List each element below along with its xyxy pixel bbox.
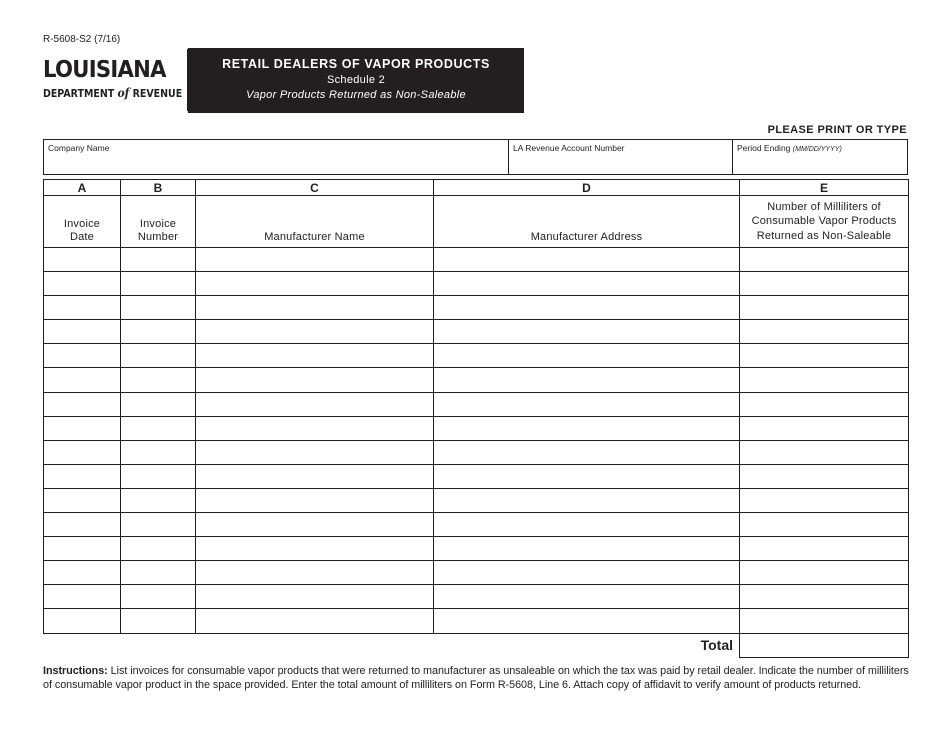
column-letter-a: A <box>44 180 121 196</box>
table-row <box>44 464 909 488</box>
table-cell[interactable] <box>44 537 121 561</box>
table-cell[interactable] <box>121 561 196 585</box>
header-text: Number of Milliliters of <box>767 200 881 213</box>
table-cell[interactable] <box>740 344 909 368</box>
header-invoice-number <box>121 196 196 248</box>
table-cell[interactable] <box>196 272 434 296</box>
table-cell[interactable] <box>196 513 434 537</box>
table-cell[interactable] <box>44 248 121 272</box>
table-cell[interactable] <box>44 513 121 537</box>
table-row <box>44 344 909 368</box>
table-cell[interactable] <box>434 513 740 537</box>
table-cell[interactable] <box>196 392 434 416</box>
table-cell[interactable] <box>44 416 121 440</box>
column-headers-row <box>44 196 909 248</box>
table-cell[interactable] <box>121 296 196 320</box>
table-cell[interactable] <box>196 464 434 488</box>
table-cell[interactable] <box>121 368 196 392</box>
table-cell[interactable] <box>434 585 740 609</box>
table-cell[interactable] <box>196 296 434 320</box>
header-text: Invoice <box>139 218 177 230</box>
table-cell[interactable] <box>434 488 740 512</box>
table-cell[interactable] <box>434 537 740 561</box>
period-ending-label: Period Ending <box>737 143 791 153</box>
table-cell[interactable] <box>434 344 740 368</box>
table-cell[interactable] <box>44 272 121 296</box>
table-row <box>44 561 909 585</box>
header-text: Date <box>69 231 95 243</box>
louisiana-revenue-logo <box>43 49 188 111</box>
column-letters-row <box>44 180 909 196</box>
table-row <box>44 416 909 440</box>
form-title-box <box>188 48 524 113</box>
account-number-field[interactable] <box>509 140 733 174</box>
table-cell[interactable] <box>434 609 740 633</box>
table-row <box>44 368 909 392</box>
table-cell[interactable] <box>740 392 909 416</box>
table-cell[interactable] <box>44 344 121 368</box>
table-cell[interactable] <box>740 248 909 272</box>
period-ending-field[interactable] <box>733 140 907 174</box>
table-cell[interactable] <box>121 344 196 368</box>
table-body <box>44 248 909 634</box>
table-cell[interactable] <box>196 440 434 464</box>
table-cell[interactable] <box>196 368 434 392</box>
table-row <box>44 440 909 464</box>
table-cell[interactable] <box>196 344 434 368</box>
header-text: Number <box>137 231 179 243</box>
logo-subtitle <box>43 86 182 100</box>
table-cell[interactable] <box>740 368 909 392</box>
header-text: Returned as Non-Saleable <box>756 229 892 242</box>
print-instruction: PLEASE PRINT OR TYPE <box>767 124 907 136</box>
table-cell[interactable] <box>121 464 196 488</box>
header-text: Consumable Vapor Products <box>751 215 897 228</box>
column-letter-b: B <box>121 180 196 196</box>
table-row <box>44 272 909 296</box>
table-cell[interactable] <box>196 585 434 609</box>
table-row <box>44 392 909 416</box>
instructions-text: List invoices for consumable vapor products that were returned to manufacturer as unsaleable on which the tax was paid by retail dealer. Indicate the number of milliliters of consumable vapor product in the space provided. Enter the total amount of milliliters on Form R-5608, Line 6. Attach copy of affidavit to verify amount of products returned. <box>43 665 909 691</box>
table-cell[interactable] <box>196 248 434 272</box>
table-cell[interactable] <box>44 585 121 609</box>
table-cell[interactable] <box>434 248 740 272</box>
table-row <box>44 248 909 272</box>
form-id: R-5608-S2 (7/16) <box>43 34 121 45</box>
logo-sub-department: DEPARTMENT <box>43 88 115 100</box>
table-cell[interactable] <box>434 440 740 464</box>
column-letter-e: E <box>740 180 909 196</box>
table-row <box>44 609 909 633</box>
column-letter-d: D <box>434 180 740 196</box>
table-cell[interactable] <box>44 368 121 392</box>
header-manufacturer-name <box>196 196 434 248</box>
logo-sub-of: of <box>117 86 130 100</box>
table-cell[interactable] <box>121 248 196 272</box>
table-row <box>44 513 909 537</box>
company-name-label: Company Name <box>48 143 110 153</box>
table-cell[interactable] <box>740 585 909 609</box>
table-cell[interactable] <box>434 296 740 320</box>
taxpayer-info-box <box>43 139 908 175</box>
table-cell[interactable] <box>121 488 196 512</box>
table-cell[interactable] <box>434 464 740 488</box>
table-cell[interactable] <box>121 392 196 416</box>
form-title: RETAIL DEALERS OF VAPOR PRODUCTS <box>222 57 490 71</box>
company-name-field[interactable] <box>44 140 509 174</box>
schedule-label: Schedule 2 <box>326 74 386 86</box>
instructions-label: Instructions: <box>43 665 108 677</box>
table-cell[interactable] <box>44 440 121 464</box>
table-row <box>44 296 909 320</box>
table-cell[interactable] <box>740 416 909 440</box>
header-milliliters <box>740 196 909 248</box>
table-cell[interactable] <box>196 537 434 561</box>
table-cell[interactable] <box>121 416 196 440</box>
table-cell[interactable] <box>740 320 909 344</box>
table-row <box>44 537 909 561</box>
table-cell[interactable] <box>434 392 740 416</box>
header-text: Manufacturer Address <box>530 231 643 243</box>
table-cell[interactable] <box>44 392 121 416</box>
table-cell[interactable] <box>44 296 121 320</box>
table-cell[interactable] <box>196 416 434 440</box>
period-format-hint: (MM/DD/YYYY) <box>792 146 842 153</box>
table-cell[interactable] <box>44 464 121 488</box>
total-spacer <box>44 633 434 657</box>
table-cell[interactable] <box>434 416 740 440</box>
header-text: Manufacturer Name <box>264 231 365 243</box>
table-cell[interactable] <box>740 513 909 537</box>
table-cell[interactable] <box>740 537 909 561</box>
table-cell[interactable] <box>44 609 121 633</box>
table-cell[interactable] <box>434 561 740 585</box>
table-cell[interactable] <box>121 609 196 633</box>
table-cell[interactable] <box>434 320 740 344</box>
header-invoice-date <box>44 196 121 248</box>
table-cell[interactable] <box>740 464 909 488</box>
table-cell[interactable] <box>196 609 434 633</box>
logo-wordmark: LOUISIANA <box>43 57 166 83</box>
table-cell[interactable] <box>121 440 196 464</box>
form-subtitle: Vapor Products Returned as Non-Saleable <box>246 89 466 101</box>
header-manufacturer-address <box>434 196 740 248</box>
returns-table <box>43 179 909 658</box>
table-cell[interactable] <box>740 609 909 633</box>
instructions <box>43 664 911 692</box>
table-cell[interactable] <box>740 440 909 464</box>
logo-sub-revenue: REVENUE <box>132 88 183 100</box>
account-number-label: LA Revenue Account Number <box>513 143 625 153</box>
table-row <box>44 488 909 512</box>
column-letter-c: C <box>196 180 434 196</box>
table-cell[interactable] <box>196 561 434 585</box>
table-cell[interactable] <box>121 272 196 296</box>
table-cell[interactable] <box>121 585 196 609</box>
table-cell[interactable] <box>196 320 434 344</box>
table-cell[interactable] <box>121 513 196 537</box>
table-cell[interactable] <box>121 320 196 344</box>
total-value-field[interactable] <box>740 633 909 657</box>
table-cell[interactable] <box>44 488 121 512</box>
table-cell[interactable] <box>196 488 434 512</box>
table-cell[interactable] <box>740 272 909 296</box>
table-cell[interactable] <box>121 537 196 561</box>
total-label: Total <box>700 637 733 654</box>
table-row <box>44 585 909 609</box>
table-cell[interactable] <box>44 320 121 344</box>
table-cell[interactable] <box>740 296 909 320</box>
table-cell[interactable] <box>740 488 909 512</box>
header-text: Invoice <box>63 218 101 230</box>
table-cell[interactable] <box>44 561 121 585</box>
total-row <box>44 633 909 657</box>
table-cell[interactable] <box>740 561 909 585</box>
table-cell[interactable] <box>434 368 740 392</box>
table-cell[interactable] <box>434 272 740 296</box>
table-row <box>44 320 909 344</box>
